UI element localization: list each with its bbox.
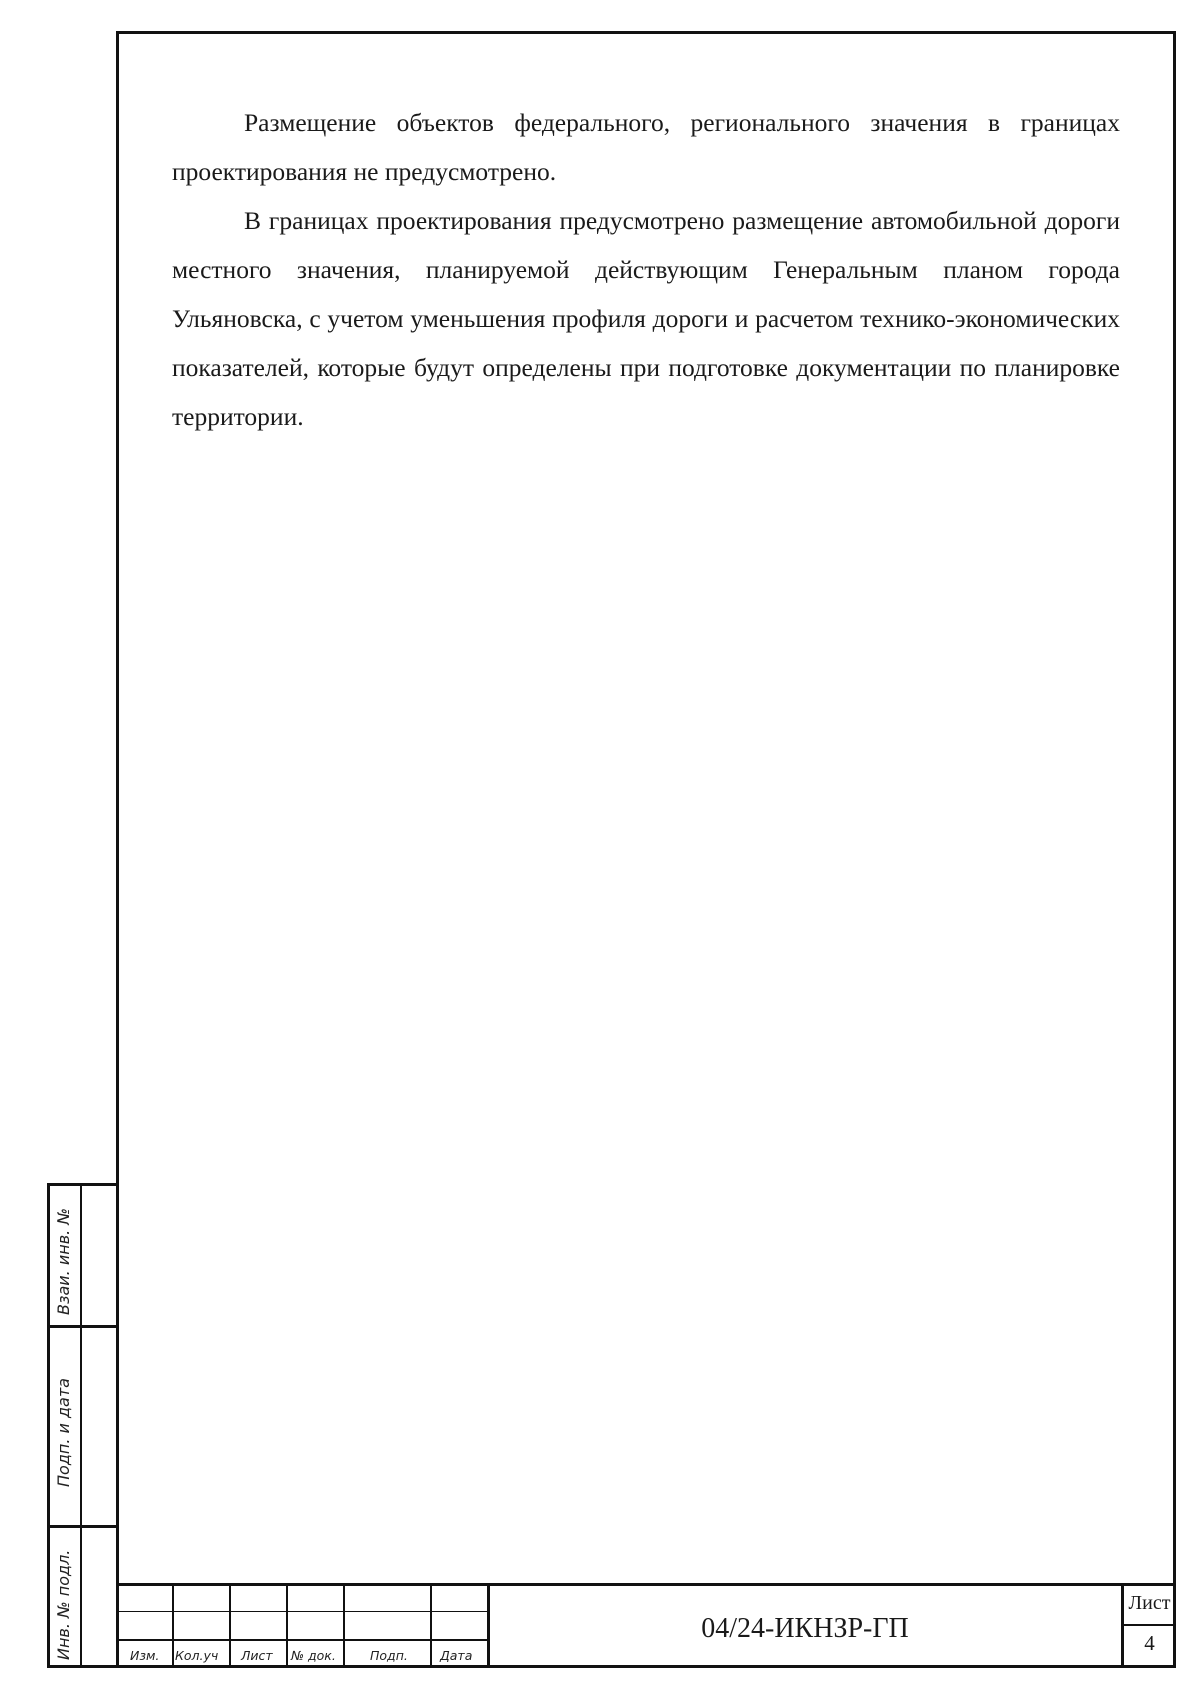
side-label-signature-date: Подп. и дата (54, 1378, 73, 1487)
document-body (172, 98, 1120, 441)
document-code: 04/24-ИКНЗР-ГП (701, 1613, 909, 1644)
sheet-number: 4 (1144, 1631, 1155, 1655)
paragraph-2: В границах проектирования предусмотрено размещение автомобильной дороги местного значения, планируемой действующим Генеральным планом города Ульяновска, с учетом уменьшения профиля дороги и расчетом технико-экономических показателей, которые будут определены при подготовке документации по планировке территории. (172, 206, 1120, 431)
col-label-doc-number: № док. (291, 1648, 336, 1663)
col-label-sheet: Лист (241, 1648, 273, 1663)
side-label-interchange-inventory: Взаи. инв. № (54, 1208, 73, 1315)
col-label-quantity: Кол.уч (175, 1648, 219, 1663)
paragraph-1: Размещение объектов федерального, регионального значения в границах проектирования не предусмотрено. (172, 108, 1120, 186)
side-label-original-inventory: Инв. № подл. (54, 1549, 73, 1660)
sheet-label: Лист (1128, 1592, 1171, 1614)
col-label-change: Изм. (130, 1648, 160, 1663)
col-label-signature: Подп. (370, 1648, 408, 1663)
col-label-date: Дата (440, 1648, 473, 1663)
